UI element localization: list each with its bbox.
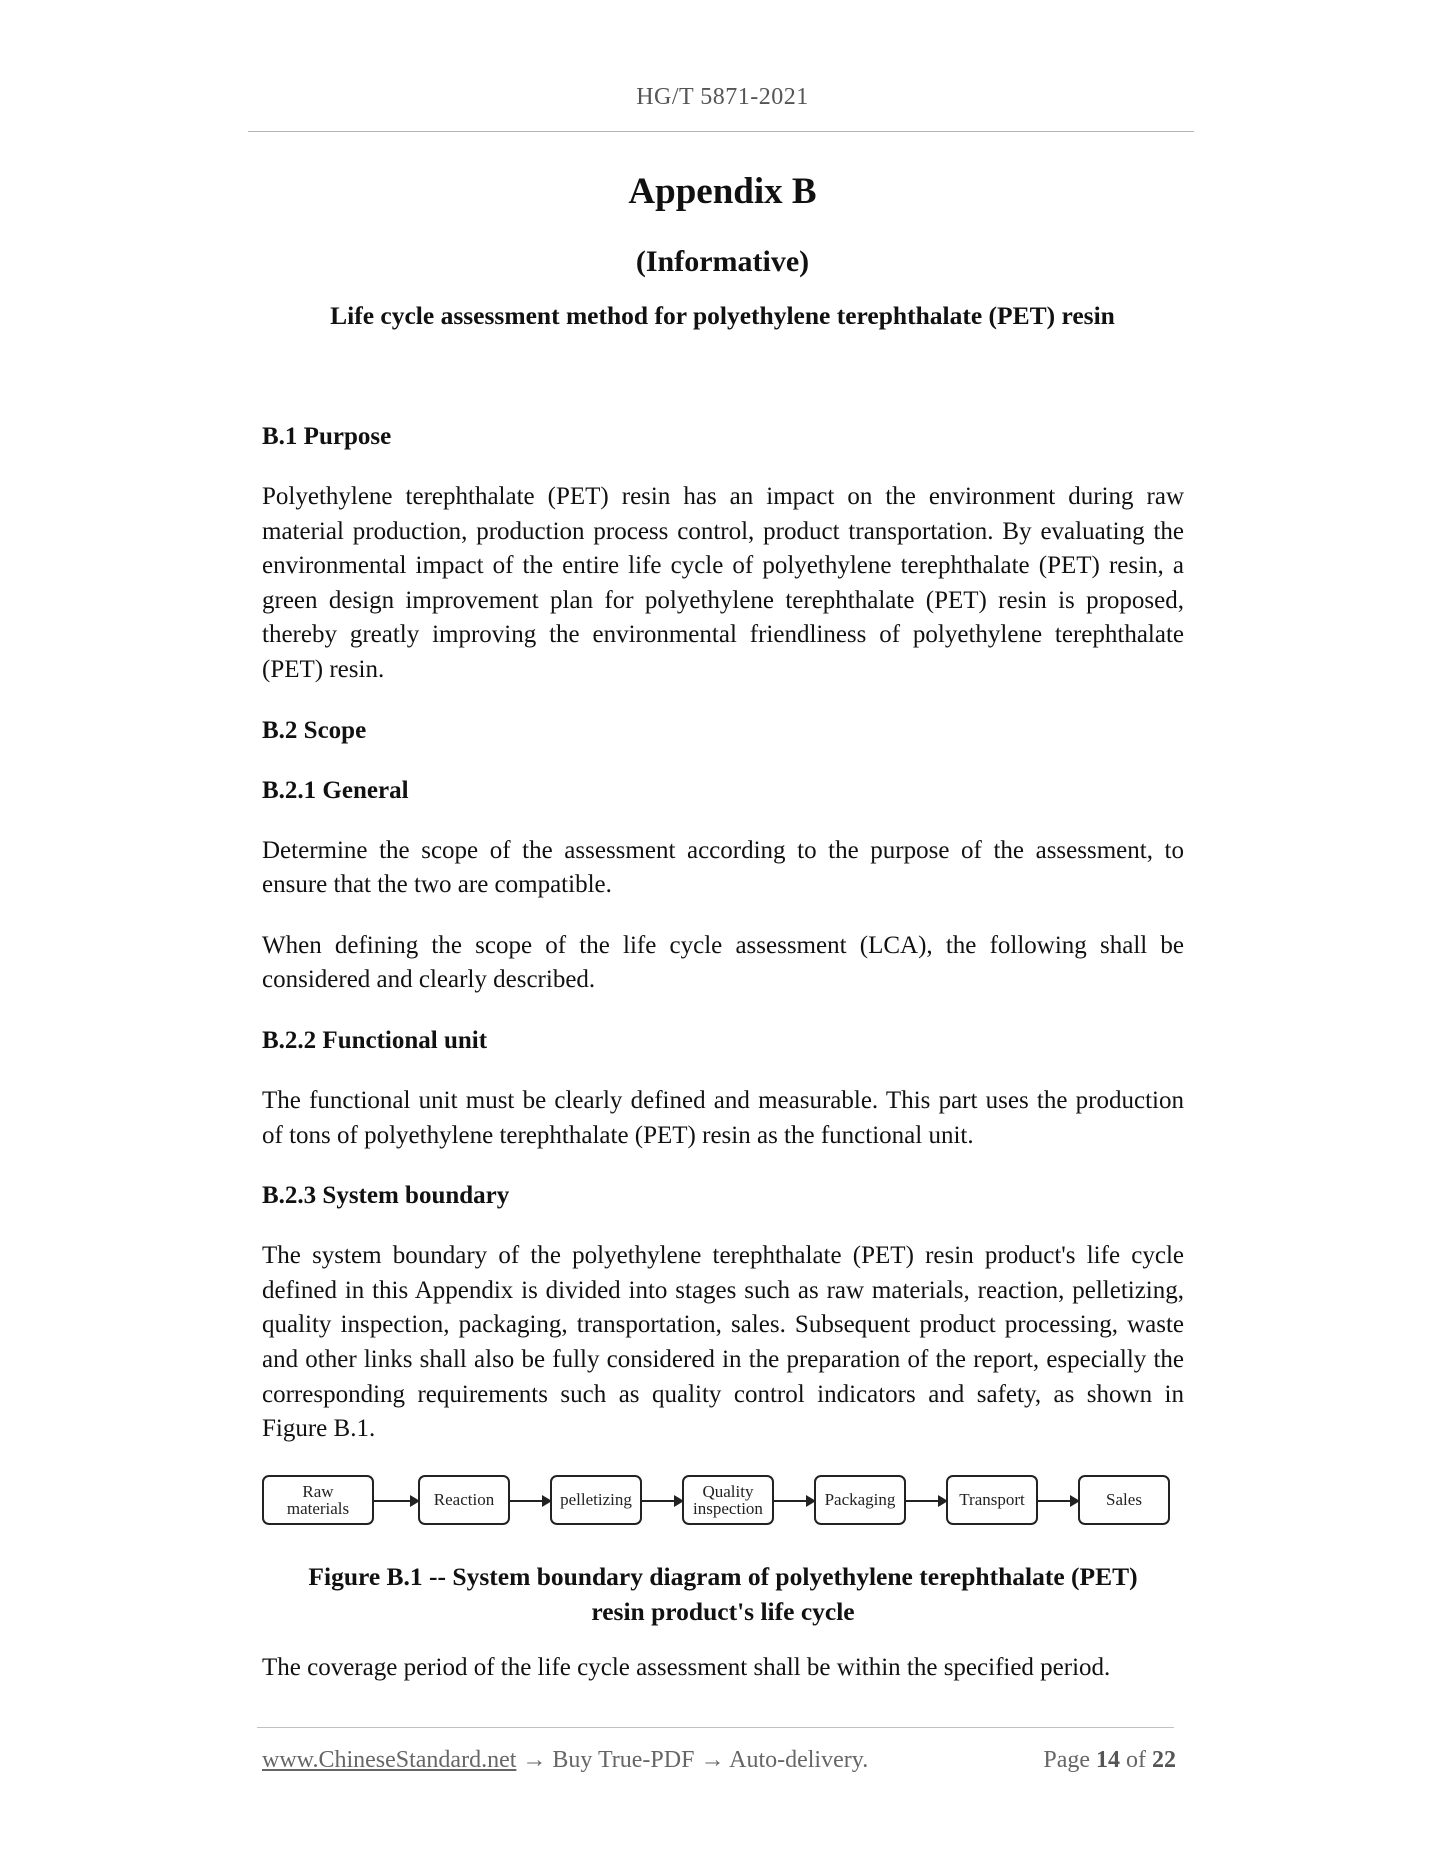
paragraph-b1: Polyethylene terephthalate (PET) resin has an impact on the environment during raw material production, production process control, product transportation. By evaluating the environmental impact of the entire life cycle of polyethylene terephthalate (PET) resin, a green design improvement plan for polyethylene terephthalate (PET) resin is proposed, thereby greatly improving the environmental friendliness of polyethylene terephthalate (PET) resin.: [262, 483, 1184, 683]
header-divider: [248, 131, 1194, 132]
page-total: 22: [1152, 1747, 1176, 1773]
section-heading-b22: B.2.2 Functional unit: [262, 1026, 488, 1054]
flow-stage-label: Reaction: [433, 1490, 495, 1510]
paragraph-b22: The functional unit must be clearly defined and measurable. This part uses the production of tons of polyethylene terephthalate (PET) resin as the functional unit.: [262, 1086, 1184, 1149]
section-heading-b21: B.2.1 General: [262, 776, 409, 804]
flow-stage-label: inspection: [693, 1498, 763, 1518]
section-heading-b23: B.2.3 System boundary: [262, 1182, 510, 1210]
flow-stage-packaging: [814, 1475, 906, 1525]
flow-stage-label: Raw: [302, 1481, 334, 1501]
website-link[interactable]: www.ChineseStandard.net: [262, 1747, 517, 1773]
flow-stage-pelletizing: [550, 1475, 642, 1525]
flow-arrow: [774, 1500, 814, 1502]
page-number: [1043, 1747, 1176, 1774]
flow-stage-label: pelletizing: [560, 1490, 632, 1510]
appendix-type: (Informative): [635, 245, 810, 278]
document-code-header: HG/T 5871-2021: [636, 84, 809, 110]
flow-stage-label: Packaging: [824, 1490, 896, 1510]
flow-stage-sales: [1078, 1475, 1170, 1525]
figure-caption: [262, 1559, 1184, 1629]
footer-divider: [257, 1727, 1174, 1728]
flow-stage-raw-materials: [262, 1475, 374, 1525]
page-current: 14: [1096, 1747, 1120, 1773]
appendix-title: Appendix B: [628, 171, 817, 212]
paragraph-b21-2: When defining the scope of the life cycle assessment (LCA), the following shall be considered and clearly described.: [262, 931, 1184, 994]
flow-stage-reaction: [418, 1475, 510, 1525]
flow-stage-label: materials: [286, 1498, 350, 1518]
section-heading-b2: B.2 Scope: [262, 716, 367, 744]
paragraph-b21-1: Determine the scope of the assessment according to the purpose of the assessment, to ensure that the two are compatible.: [262, 836, 1184, 899]
figure-caption-line2: resin product's life cycle: [591, 1596, 855, 1626]
flow-stage-quality-inspection: [682, 1475, 774, 1525]
closing-paragraph: The coverage period of the life cycle assessment shall be within the specified period.: [262, 1653, 1111, 1681]
footer-promo: [262, 1747, 868, 1774]
page-label: Page: [1043, 1747, 1090, 1773]
flow-stage-label: Sales: [1106, 1490, 1142, 1510]
appendix-subtitle: Life cycle assessment method for polyethylene terephthalate (PET) resin: [330, 301, 1115, 330]
flow-stage-transport: [946, 1475, 1038, 1525]
flow-arrow: [374, 1500, 418, 1502]
flow-arrow: [1038, 1500, 1078, 1502]
section-heading-b1: B.1 Purpose: [262, 423, 392, 450]
paragraph-b23: The system boundary of the polyethylene terephthalate (PET) resin product's life cycle defined in this Appendix is divided into stages such as raw materials, reaction, pelletizing, quality inspection, packaging, transportation, sales. Subsequent product processing, waste and other links shall also be fully considered in the preparation of the report, especially the corresponding requirements such as quality control indicators and safety, as shown in Figure B.1.: [262, 1242, 1184, 1443]
flow-stage-label: Transport: [959, 1490, 1025, 1510]
figure-caption-line1: Figure B.1 -- System boundary diagram of polyethylene terephthalate (PET): [308, 1561, 1138, 1591]
flow-stage-label: Quality: [702, 1481, 754, 1501]
flow-arrow: [642, 1500, 682, 1502]
flow-arrow: [906, 1500, 946, 1502]
footer-promo-text: → Buy True-PDF → Auto-delivery.: [516, 1747, 869, 1773]
page-of-label: of: [1126, 1747, 1146, 1773]
system-boundary-flow-diagram: [262, 1475, 1184, 1533]
main-content: [262, 420, 1184, 1685]
flow-arrow: [510, 1500, 550, 1502]
